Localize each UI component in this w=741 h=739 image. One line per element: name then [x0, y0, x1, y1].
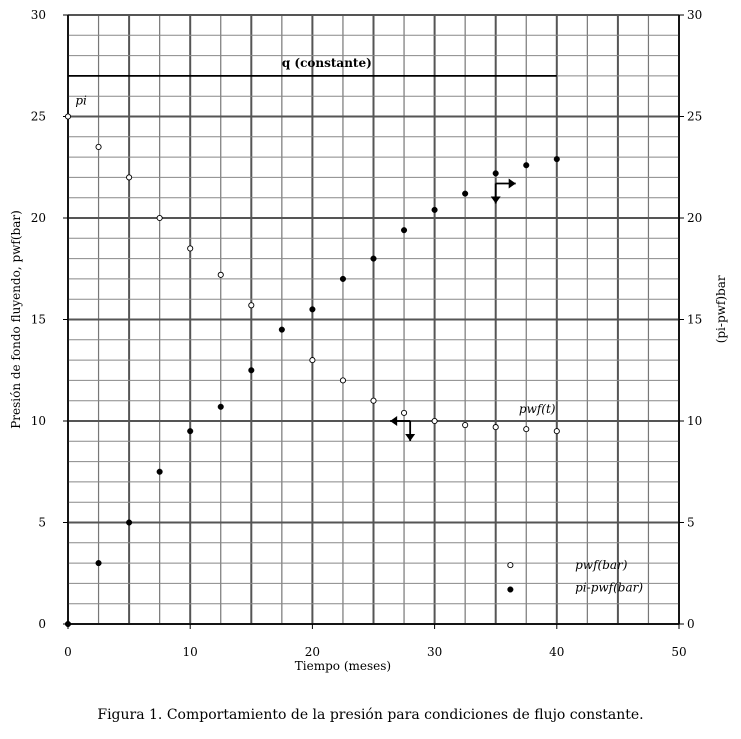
data-point-pi-minus-pwf — [340, 276, 346, 282]
pwf-t-label: pwf(t) — [518, 401, 556, 416]
y-tick-label-left: 10 — [30, 414, 46, 428]
data-point-pi-minus-pwf — [432, 207, 438, 213]
data-point-pwf — [157, 215, 162, 220]
x-tick-label: 20 — [304, 645, 321, 659]
data-point-pi-minus-pwf — [310, 307, 316, 313]
x-tick-label: 50 — [671, 645, 687, 659]
data-point-pi-minus-pwf — [249, 367, 255, 373]
y-tick-label-right: 15 — [687, 312, 703, 327]
x-tick-label: 40 — [549, 645, 565, 659]
y-tick-label-right: 10 — [687, 414, 703, 428]
y-axis-title-left: Presión de fondo fluyendo, pwf(bar) — [9, 210, 23, 429]
data-point-pwf — [432, 418, 437, 423]
data-point-pi-minus-pwf — [554, 156, 560, 162]
y-tick-label-right: 5 — [687, 515, 695, 530]
data-point-pwf — [65, 114, 70, 119]
y-tick-label-left: 0 — [38, 617, 46, 631]
x-tick-label: 30 — [426, 645, 443, 659]
legend-label-pwf: pwf(bar) — [575, 558, 628, 573]
data-point-pi-minus-pwf — [96, 560, 102, 566]
data-point-pwf — [463, 422, 468, 427]
data-point-pi-minus-pwf — [187, 428, 193, 434]
arrow-head-down — [405, 434, 415, 441]
data-point-pwf — [188, 246, 193, 251]
legend-marker-pwf — [508, 563, 513, 568]
data-point-pwf — [310, 358, 315, 363]
data-point-pi-minus-pwf — [462, 191, 468, 197]
arrow-head-right — [509, 178, 516, 188]
figure-caption: Figura 1. Comportamiento de la presión para condiciones de flujo constante. — [97, 707, 644, 723]
data-point-pwf — [340, 378, 345, 383]
x-tick-label: 10 — [182, 645, 198, 659]
data-point-pwf — [249, 303, 254, 308]
x-axis-title: Tiempo (meses) — [294, 659, 392, 673]
data-point-pwf — [493, 424, 498, 429]
x-tick-label: 0 — [64, 645, 72, 659]
pi-label: pi — [75, 93, 87, 108]
legend-label-pi-minus-pwf: pi-pwf(bar) — [575, 580, 644, 595]
data-point-pwf — [401, 410, 406, 415]
arrow-head-left — [390, 416, 397, 426]
y-tick-label-right: 20 — [687, 211, 703, 225]
tick-labels — [9, 8, 728, 673]
arrow-head-down — [491, 196, 501, 203]
data-point-pwf — [371, 398, 376, 403]
y-tick-label-left: 20 — [30, 211, 46, 225]
legend-marker-pi-minus-pwf — [508, 587, 514, 593]
data-point-pi-minus-pwf — [523, 162, 529, 168]
data-point-pi-minus-pwf — [371, 256, 377, 262]
data-point-pwf — [218, 272, 223, 277]
y-tick-label-right: 30 — [687, 8, 703, 22]
data-point-pi-minus-pwf — [157, 469, 163, 475]
data-point-pi-minus-pwf — [493, 171, 499, 177]
y-tick-label-left: 30 — [30, 8, 46, 22]
y-tick-label-right: 25 — [687, 109, 703, 124]
annotations — [75, 93, 643, 594]
data-point-pwf — [554, 429, 559, 434]
y-tick-label-left: 15 — [30, 312, 46, 327]
data-point-pi-minus-pwf — [65, 621, 71, 627]
data-point-pwf — [127, 175, 132, 180]
y-axis-title-right: (pi-pwf)bar — [714, 275, 728, 344]
constant-rate-label: q (constante) — [281, 55, 372, 70]
y-tick-label-right: 0 — [687, 617, 695, 631]
y-tick-label-left: 25 — [30, 109, 46, 124]
y-tick-label-left: 5 — [38, 515, 46, 530]
data-point-pwf — [96, 144, 101, 149]
grid — [68, 15, 679, 624]
data-point-pi-minus-pwf — [279, 327, 285, 333]
data-point-pi-minus-pwf — [401, 227, 407, 233]
data-point-pi-minus-pwf — [218, 404, 224, 410]
data-point-pi-minus-pwf — [126, 520, 132, 526]
data-point-pwf — [524, 427, 529, 432]
